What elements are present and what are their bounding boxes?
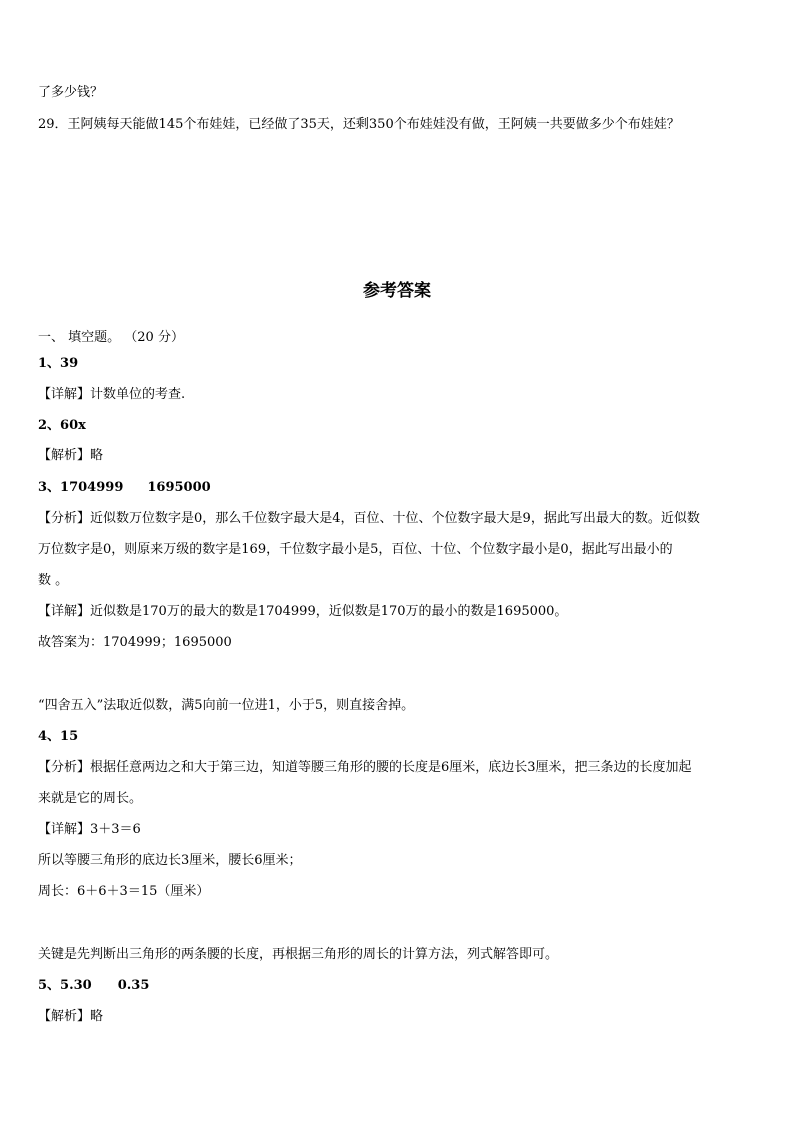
answer-3-note: “四舍五入”法取近似数，满5向前一位进1，小于5，则直接舍掉。 [38,698,415,713]
answer-2-analysis: 【解析】略 [38,448,104,463]
question-29: 29．王阿姨每天能做145个布娃娃，已经做了35天，还剩350个布娃娃没有做，王阿姨一共要做多少个布娃娃？ [38,117,680,132]
page-title: 参考答案 [363,281,431,301]
answer-4-analysis-line-1: 【分析】根据任意两边之和大于第三边，知道等腰三角形的腰的长度是6厘米，底边长3厘米，把三条边的长度加起 [38,760,692,775]
answer-3-final: 故答案为：1704999；1695000 [38,635,232,650]
answer-5 [38,977,754,995]
section-heading: 一、 填空题。 （20 分） [38,330,184,345]
answer-5-value-2: 0.35 [117,978,150,993]
answer-4: 4、15 [38,729,79,744]
answer-3-analysis-line-2: 万位数字是0，则原来万级的数字是169，千位数字最小是5，百位、十位、个位数字最小是0，据此写出最小的 [38,542,673,557]
answer-4-note: 关键是先判断出三角形的两条腰的长度，再根据三角形的周长的计算方法，列式解答即可。 [38,947,559,962]
answer-3-value-2: 1695000 [147,480,211,495]
answer-3-analysis-line-3: 数 。 [38,573,69,588]
answer-5-value-1: 5、5.30 [38,978,92,993]
question-continuation: 了多少钱？ [38,85,104,100]
answer-4-detail: 【详解】3＋3＝6 [38,822,141,837]
answer-4-line-3: 周长：6＋6＋3＝15（厘米） [38,884,210,899]
answer-1-detail: 【详解】计数单位的考查. [38,387,186,402]
answer-3-analysis-line-1: 【分析】近似数万位数字是0，那么千位数字最大是4，百位、十位、个位数字最大是9，据此写出最大的数。近似数 [38,511,700,526]
answer-2: 2、60x [38,418,86,433]
answer-1: 1、39 [38,356,79,371]
answer-3-value-1: 3、1704999 [38,480,124,495]
answer-5-analysis: 【解析】略 [38,1009,104,1024]
answer-4-analysis-line-2: 来就是它的周长。 [38,791,143,806]
answer-3-detail: 【详解】近似数是170万的最大的数是1704999，近似数是170万的最小的数是1695000。 [38,604,568,619]
answer-4-line-2: 所以等腰三角形的底边长3厘米，腰长6厘米； [38,853,302,868]
answer-3 [38,479,754,497]
